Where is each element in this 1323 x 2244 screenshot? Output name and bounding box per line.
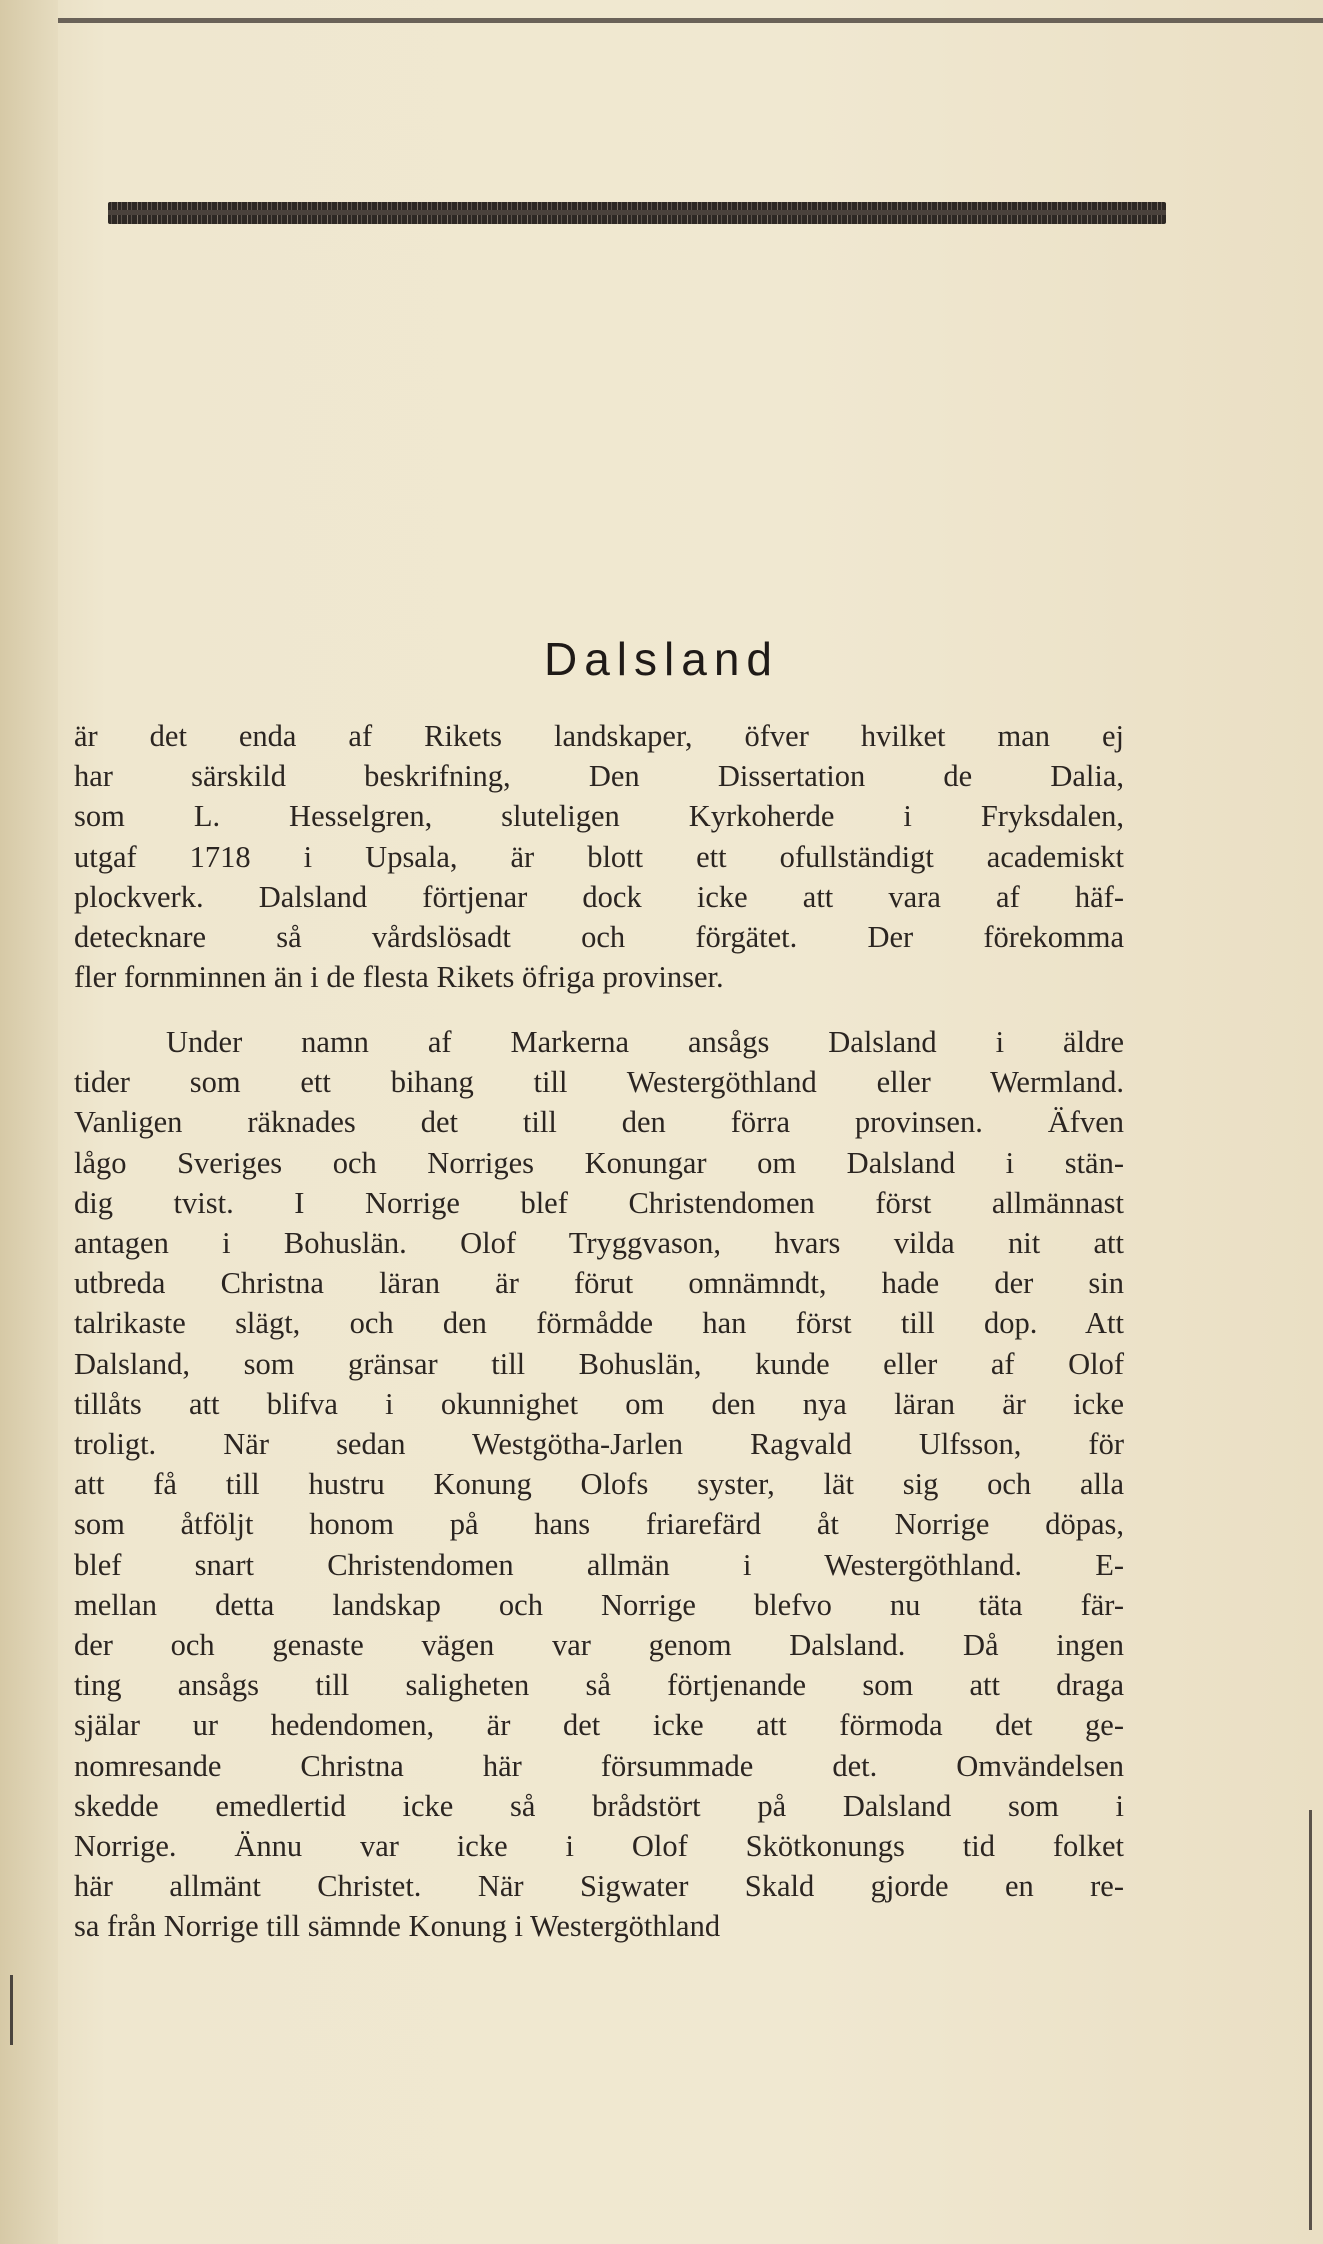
- page-heading: Dalsland: [544, 633, 779, 685]
- text-line: som L. Hesselgren, sluteligen Kyrkoherde i Fryksdalen,: [74, 799, 1124, 834]
- right-edge-mark: [1309, 1810, 1312, 2230]
- text-line: mellan detta landskap och Norrige blefvo nu täta fär-: [74, 1587, 1124, 1622]
- text-line: dig tvist. I Norrige blef Christendomen först allmännast: [74, 1185, 1124, 1220]
- text-line: talrikaste slägt, och den förmådde han först till dop. Att: [74, 1306, 1124, 1341]
- text-line: är det enda af Rikets landskaper, öfver hvilket man ej: [74, 719, 1124, 753]
- text-line: der och genaste vägen var genom Dalsland. Då ingen: [74, 1628, 1124, 1663]
- text-line: troligt. När sedan Westgötha-Jarlen Ragvald Ulfsson, för: [74, 1427, 1124, 1462]
- text-line: detecknare så vårdslösadt och förgätet. Der förekomma: [74, 920, 1124, 955]
- paragraph-1: [74, 716, 1124, 997]
- text-line: plockverk. Dalsland förtjenar dock icke att vara af häf-: [74, 879, 1124, 914]
- text-line: nomresande Christna här försummade det. Omvändelsen: [74, 1748, 1124, 1783]
- text-line: ting ansågs till saligheten så förtjenande som att draga: [74, 1668, 1124, 1703]
- text-line: som åtföljt honom på hans friarefärd åt Norrige döpas,: [74, 1507, 1124, 1542]
- text-line: Under namn af Markerna ansågs Dalsland i äldre: [166, 1025, 1124, 1059]
- text-line: tider som ett bihang till Westergöthland eller Wermland.: [74, 1065, 1124, 1100]
- paragraph-2: [74, 1022, 1124, 1947]
- text-line: lågo Sveriges och Norriges Konungar om Dalsland i stän-: [74, 1145, 1124, 1180]
- text-line: Norrige. Ännu var icke i Olof Skötkonungs tid folket: [74, 1829, 1124, 1864]
- text-line: fler fornminnen än i de flesta Rikets öfriga provinser.: [74, 960, 724, 995]
- text-line: blef snart Christendomen allmän i Westergöthland. E-: [74, 1547, 1124, 1582]
- decorative-header-rule: [108, 202, 1166, 224]
- text-line: själar ur hedendomen, är det icke att förmoda det ge-: [74, 1708, 1124, 1743]
- text-line: utgaf 1718 i Upsala, är blott ett ofullständigt academiskt: [74, 839, 1124, 874]
- text-line: utbreda Christna läran är förut omnämndt, hade der sin: [74, 1266, 1124, 1301]
- text-line: Dalsland, som gränsar till Bohuslän, kunde eller af Olof: [74, 1346, 1124, 1381]
- bleed-through-shadow: [880, 285, 1180, 445]
- text-line: tillåts att blifva i okunnighet om den nya läran är icke: [74, 1386, 1124, 1421]
- text-line: har särskild beskrifning, Den Dissertation de Dalia,: [74, 759, 1124, 794]
- text-line: Vanligen räknades det till den förra provinsen. Äfven: [74, 1105, 1124, 1140]
- left-edge-mark: [10, 1975, 13, 2045]
- text-line: sa från Norrige till sämnde Konung i Westergöthland: [74, 1909, 721, 1944]
- top-rule: [58, 18, 1323, 23]
- text-line: skedde emedlertid icke så brådstört på Dalsland som i: [74, 1788, 1124, 1823]
- text-line: antagen i Bohuslän. Olof Tryggvason, hvars vilda nit att: [74, 1226, 1124, 1261]
- page-gutter: [0, 0, 58, 2244]
- text-line: här allmänt Christet. När Sigwater Skald gjorde en re-: [74, 1869, 1124, 1904]
- text-line: att få till hustru Konung Olofs syster, lät sig och alla: [74, 1467, 1124, 1502]
